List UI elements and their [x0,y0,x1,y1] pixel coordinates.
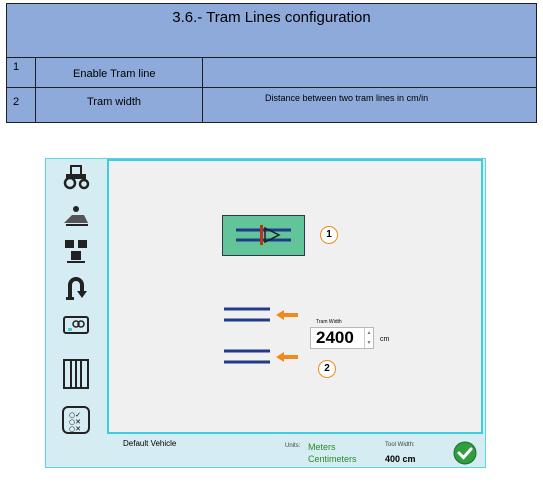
tram-width-input[interactable] [310,327,374,349]
row-feature: Tram width [87,96,141,108]
confirm-button[interactable] [453,441,477,465]
svg-text:○✕: ○✕ [69,425,81,433]
controller-icon[interactable] [60,311,92,339]
workspace [107,159,483,434]
tractor-icon[interactable] [60,163,92,191]
checklist-icon[interactable] [60,405,92,435]
table-divider [35,57,36,123]
table-divider [7,57,536,58]
svg-text:○✓: ○✓ [69,411,81,419]
units-secondary[interactable]: Centimeters [308,454,357,464]
row-feature: Enable Tram line [73,68,156,80]
table-divider [202,57,203,123]
tram-line-icon [224,349,298,370]
row-number: 2 [13,96,20,108]
spin-down-icon[interactable]: ▼ [366,340,372,346]
section-title: 3.6.- Tram Lines configuration [172,9,371,26]
tram-lines-icon[interactable] [60,357,92,391]
sections-icon[interactable] [60,237,92,265]
enable-tram-line-button[interactable] [222,215,305,256]
vehicle-name: Default Vehicle [123,439,177,448]
table-divider [7,87,536,88]
implement-icon[interactable] [60,201,92,229]
tool-width-label: Tool Width: [385,442,415,448]
row-description: Distance between two tram lines in cm/in [265,93,429,103]
app-window [45,158,486,468]
spin-up-icon[interactable]: ▲ [366,330,372,336]
checkmark-icon [453,441,477,465]
tram-width-label: Tram Width [316,319,342,325]
tram-width-value: 2400 [316,328,354,347]
headland-turn-icon[interactable] [60,274,92,302]
feature-table [6,3,537,123]
tram-width-unit: cm [380,336,390,343]
tram-width-spinner[interactable] [364,328,373,348]
callout-badge: 1 [320,226,338,244]
units-primary[interactable]: Meters [308,442,336,452]
callout-badge: 2 [318,360,336,378]
sidebar [46,159,106,467]
units-label: Units: [285,443,301,449]
tram-line-icon [224,307,298,328]
status-bar [46,434,485,468]
tool-width-value: 400 cm [385,454,416,464]
svg-text:○✕: ○✕ [69,418,81,426]
row-number: 1 [13,61,20,73]
